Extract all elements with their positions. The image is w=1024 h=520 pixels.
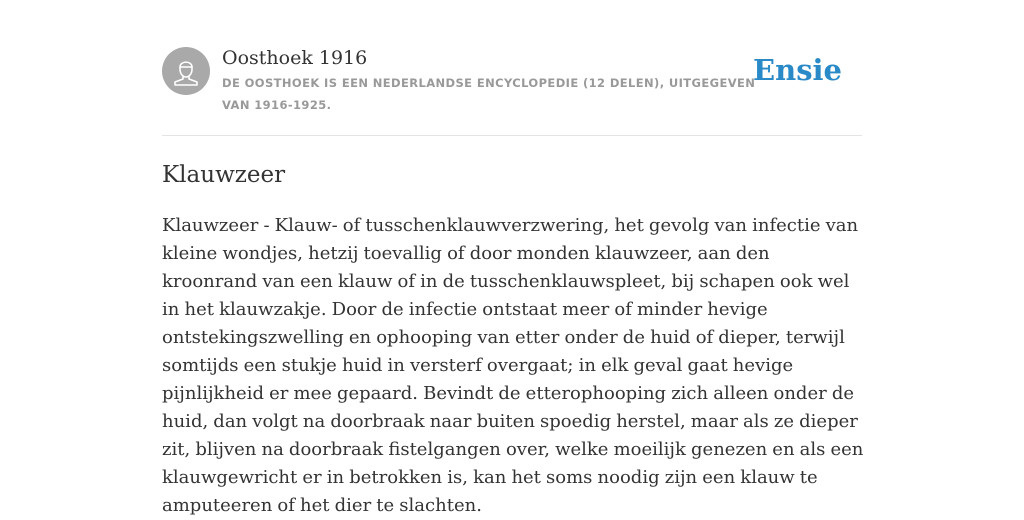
user-icon	[162, 47, 210, 95]
source-title[interactable]: Oosthoek 1916	[222, 47, 368, 69]
entry-title: Klauwzeer	[162, 162, 286, 188]
source-avatar[interactable]	[162, 47, 210, 95]
ensie-logo[interactable]: Ensie	[753, 53, 842, 87]
source-description: DE OOSTHOEK IS EEN NEDERLANDSE ENCYCLOPEDIE (12 DELEN), UITGEGEVEN VAN 1916-1925.	[222, 76, 756, 112]
entry-body: Klauwzeer - Klauw- of tusschenklauwverzwering, het gevolg van infectie van kleine wondjes, hetzij toevallig of door monden klauwzeer, aan den kroonrand van een klauw of in de tusschenklauwspleet, bij schapen ook wel in het klauwzakje. Door de infectie ontstaat meer of minder hevige ontstekingszwelling en ophooping van etter onder de huid of dieper, terwijl somtijds een stukje huid in versterf overgaat; in elk geval gaat hevige pijnlijkheid er mee gepaard. Bevindt de etterophooping zich alleen onder de huid, dan volgt na doorbraak naar buiten spoedig herstel, maar als ze dieper zit, blijven na doorbraak fistelgangen over, welke moeilijk genezen en als een klauwgewricht er in betrokken is, kan het soms noodig zijn een klauw te amputeeren of het dier te slachten.	[162, 215, 864, 516]
header-divider	[162, 135, 862, 136]
source-header	[162, 46, 862, 116]
